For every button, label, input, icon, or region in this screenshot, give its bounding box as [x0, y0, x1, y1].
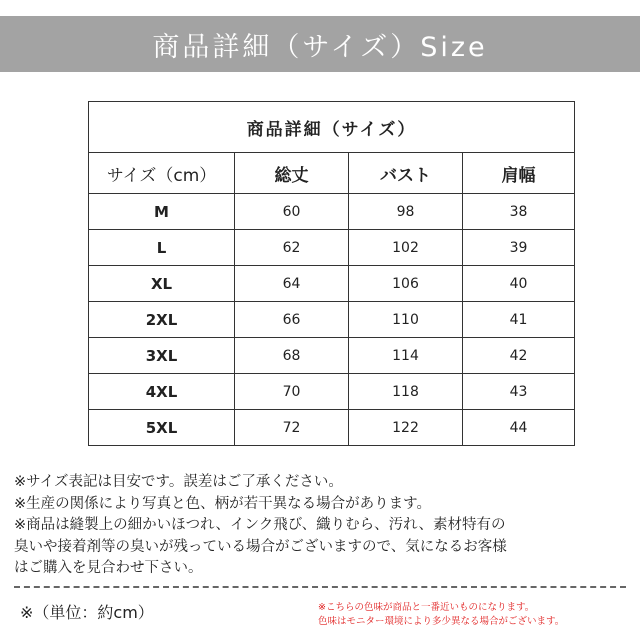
note-line: ※生産の関係により写真と色、柄が若干異なる場合があります。 [14, 495, 431, 512]
shoulder-cell: 41 [463, 302, 575, 338]
header-banner [0, 16, 640, 72]
shoulder-cell: 44 [463, 410, 575, 446]
unit-note: ※（単位：約cm） [20, 603, 154, 622]
color-note-line: ※こちらの色味が商品と一番近いものになります。 [318, 602, 535, 613]
header-shoulder: 肩幅 [463, 153, 575, 194]
shoulder-cell: 39 [463, 230, 575, 266]
table-title-row [89, 102, 575, 153]
bust-cell: 106 [349, 266, 463, 302]
length-cell: 68 [235, 338, 349, 374]
note-line: はご購入を見合わせ下さい。 [14, 560, 203, 576]
length-cell: 70 [235, 374, 349, 410]
note-line: ※サイズ表記は目安です。誤差はご了承ください。 [14, 474, 343, 490]
table-title: 商品詳細（サイズ） [89, 102, 575, 153]
length-cell: 62 [235, 230, 349, 266]
note-line: ※商品は縫製上の細かいほつれ、インク飛び、織りむら、汚れ、素材特有の [14, 517, 506, 533]
shoulder-cell: 40 [463, 266, 575, 302]
shoulder-cell: 42 [463, 338, 575, 374]
size-table [88, 101, 575, 446]
bust-cell: 118 [349, 374, 463, 410]
note-line: 臭いや接着剤等の臭いが残っている場合がございますので、気になるお客様 [14, 538, 507, 555]
size-cell: 2XL [89, 302, 235, 338]
table-row [89, 338, 575, 374]
bust-cell: 102 [349, 230, 463, 266]
bust-cell: 122 [349, 410, 463, 446]
dashed-divider [14, 586, 626, 588]
bust-cell: 110 [349, 302, 463, 338]
length-cell: 60 [235, 194, 349, 230]
table-row [89, 230, 575, 266]
length-cell: 66 [235, 302, 349, 338]
header-bust: バスト [349, 153, 463, 194]
length-cell: 64 [235, 266, 349, 302]
size-cell: 3XL [89, 338, 235, 374]
notes-block [14, 472, 634, 580]
table-row [89, 194, 575, 230]
color-note [318, 601, 634, 629]
color-note-line: 色味はモニター環境により多少異なる場合がございます。 [318, 616, 565, 627]
bust-cell: 114 [349, 338, 463, 374]
table-row [89, 374, 575, 410]
table-row [89, 410, 575, 446]
banner-title: 商品詳細（サイズ）Size [152, 31, 488, 63]
shoulder-cell: 43 [463, 374, 575, 410]
shoulder-cell: 38 [463, 194, 575, 230]
length-cell: 72 [235, 410, 349, 446]
table-row [89, 302, 575, 338]
bust-cell: 98 [349, 194, 463, 230]
size-cell: M [89, 194, 235, 230]
size-cell: 5XL [89, 410, 235, 446]
table-header-row [89, 153, 575, 194]
size-cell: L [89, 230, 235, 266]
header-size: サイズ（cm） [89, 153, 235, 194]
size-cell: XL [89, 266, 235, 302]
size-cell: 4XL [89, 374, 235, 410]
table-row [89, 266, 575, 302]
header-length: 総丈 [235, 153, 349, 194]
